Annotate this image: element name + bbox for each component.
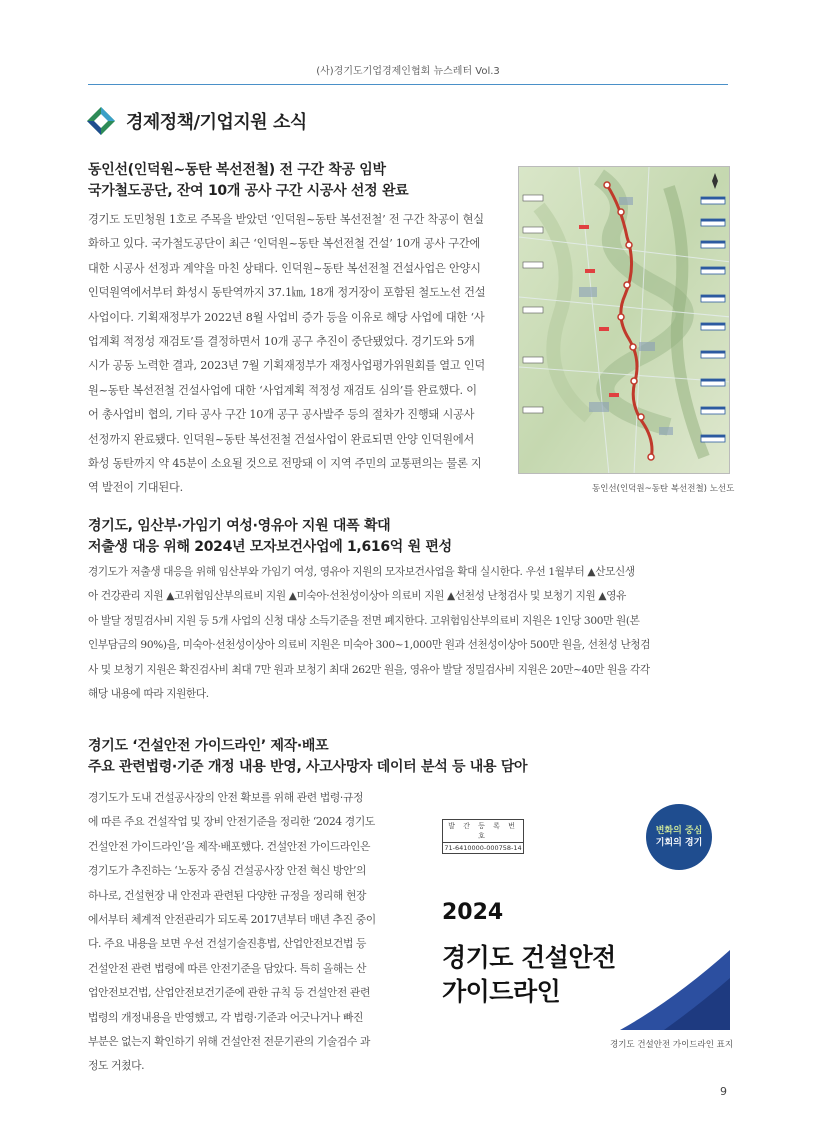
article-3-line: 에서부터 체계적 안전관리가 되도록 2017년부터 매년 추진 중이 xyxy=(88,913,376,927)
guideline-cover-image xyxy=(424,800,730,1030)
article-1-line: 화성 동탄까지 약 45분이 소요될 것으로 전망돼 이 지역 주민의 교통편의는 물론 지 xyxy=(88,457,482,471)
article-2-title-line2: 저출생 대응 위해 2024년 모자보건사업에 1,616억 원 편성 xyxy=(88,539,452,555)
article-1-line: 경기도 도민청원 1호로 주목을 받았던 ‘인덕원~동탄 복선전철’ 전 구간 착공이 현실 xyxy=(88,213,484,226)
article-2-line: 사 및 보청기 지원은 확진검사비 최대 7만 원과 보청기 최대 262만 원을, 영유아 발달 정밀검사비 지원은 20만~40만 원을 각각 xyxy=(88,663,650,676)
article-3-line: 경기도가 추진하는 ‘노동자 중심 건설공사장 안전 혁신 방안’의 xyxy=(88,864,367,878)
article-2-body xyxy=(88,560,730,706)
article-3-line: 하나로, 건설현장 내 안전과 관련된 다양한 규정을 정리해 현장 xyxy=(88,888,367,902)
article-3-body xyxy=(88,786,412,1079)
registration-label: 발 간 등 록 번 호 xyxy=(443,820,523,843)
article-1-title-line1: 동인선(인덕원~동탄 복선전철) 전 구간 착공 임박 xyxy=(88,162,386,178)
diamond-logo-icon xyxy=(86,106,116,136)
article-1-body xyxy=(88,208,513,501)
article-3-title xyxy=(88,736,527,778)
cover-title-line1: 경기도 건설안전 xyxy=(442,943,616,972)
route-map-caption: 동인선(인덕원~동탄 복선전철) 노선도 xyxy=(592,484,735,494)
article-1-line: 업계획 적정성 재검토’를 결정하면서 10개 공구 추진이 중단됐었다. 경기도와 5개 xyxy=(88,335,475,349)
article-1-line: 선정까지 완료됐다. 인덕원~동탄 복선전철 건설사업이 완료되면 안양 인덕원에서 xyxy=(88,432,475,446)
route-map-image xyxy=(518,166,730,474)
newsletter-header: (사)경기도기업경제인협회 뉴스레터 Vol.3 xyxy=(316,66,500,77)
article-3-title-line1: 경기도 ‘건설안전 가이드라인’ 제작·배포 xyxy=(88,738,329,754)
article-1-line: 사업이다. 기획재정부가 2022년 8월 사업비 증가 등을 이유로 해당 사업에 대한 ‘사 xyxy=(88,310,485,324)
article-3-line: 경기도가 도내 건설공사장의 안전 확보를 위해 관련 법령·규정 xyxy=(88,791,363,804)
article-3-line: 법령의 개정내용을 반영했고, 각 법령·기준과 어긋나거나 빠진 xyxy=(88,1010,363,1024)
article-1-line: 대한 시공사 선정과 계약을 마친 상태다. 인덕원~동탄 복선전철 건설사업은 안양시 xyxy=(88,261,481,275)
article-1-title xyxy=(88,160,408,202)
guideline-cover-caption: 경기도 건설안전 가이드라인 표지 xyxy=(610,1040,734,1050)
article-3-line: 에 따른 주요 건설작업 및 장비 안전기준을 정리한 ‘2024 경기도 xyxy=(88,815,375,829)
section-title: 경제정책/기업지원 소식 xyxy=(126,112,307,133)
cover-swoosh-graphic xyxy=(424,800,730,1030)
article-3-line: 업안전보건법, 산업안전보건기준에 관한 규칙 등 건설안전 관련 xyxy=(88,986,370,1000)
article-2-line: 경기도가 저출생 대응을 위해 임산부와 가임기 여성, 영유아 지원의 모자보건사업을 확대 실시한다. 우선 1월부터 ▲산모신생 xyxy=(88,566,635,578)
article-2-title xyxy=(88,516,452,558)
article-1-line: 역 발전이 기대된다. xyxy=(88,481,183,495)
badge-line-1: 변화의 중심 xyxy=(655,826,703,836)
article-2-line: 인부담금의 90%)을, 미숙아·선천성이상아 의료비 지원은 미숙아 300~1,000만 원과 선천성이상아 500만 원을, 선천성 난청검 xyxy=(88,639,651,652)
article-1-line: 화하고 있다. 국가철도공단이 최근 ‘인덕원~동탄 복선전철 건설’ 10개 공사 구간에 xyxy=(88,237,481,251)
article-1-line: 인덕원역에서부터 화성시 동탄역까지 37.1㎞, 18개 정거장이 포함된 철도노선 건설 xyxy=(88,286,486,300)
article-3-line: 부분은 없는지 확인하기 위해 건설안전 전문기관의 기술검수 과 xyxy=(88,1035,370,1049)
article-3-line: 건설안전 가이드라인’을 제작·배포했다. 건설안전 가이드라인은 xyxy=(88,839,370,853)
article-2-line: 아 건강관리 지원 ▲고위험임산부의료비 지원 ▲미숙아·선천성이상아 의료비 지원 ▲선천성 난청검사 및 보청기 지원 ▲영유 xyxy=(88,590,626,603)
article-1-title-line2: 국가철도공단, 잔여 10개 공사 구간 시공사 선정 완료 xyxy=(88,183,409,199)
article-1-line: 원~동탄 복선전철 건설사업에 대한 ‘사업계획 적정성 재검토 심의’를 완료했다. 이 xyxy=(88,383,477,397)
header-divider xyxy=(88,84,728,85)
cover-title-line2: 가이드라인 xyxy=(442,977,561,1006)
article-1-line: 어 총사업비 협의, 기타 공사 구간 10개 공구 공사발주 등의 절차가 진행돼 시공사 xyxy=(88,408,475,422)
page-number: 9 xyxy=(720,1085,727,1098)
article-2-title-line1: 경기도, 임산부·가임기 여성·영유아 지원 대폭 확대 xyxy=(88,518,391,534)
article-3-line: 정도 거쳤다. xyxy=(88,1059,145,1073)
article-3-line: 다. 주요 내용을 보면 우선 건설기술진흥법, 산업안전보건법 등 xyxy=(88,937,367,951)
article-2-line: 해당 내용에 따라 지원한다. xyxy=(88,688,209,701)
route-map-graphic xyxy=(519,167,730,474)
article-3-line: 건설안전 관련 법령에 따른 안전기준을 담았다. 특히 올해는 산 xyxy=(88,961,367,975)
article-3-title-line2: 주요 관련법령·기준 개정 내용 반영, 사고사망자 데이터 분석 등 내용 담아 xyxy=(88,759,528,775)
badge-line-2: 기회의 경기 xyxy=(655,838,703,848)
section-heading xyxy=(86,106,307,136)
article-1-line: 시가 공동 노력한 결과, 2023년 7월 기획재정부가 재정사업평가위원회를 열고 인덕 xyxy=(88,359,485,373)
article-2-line: 아 발달 정밀검사비 지원 등 5개 사업의 신청 대상 소득기준을 전면 폐지한다. 고위험임산부의료비 지원은 1인당 300만 원(본 xyxy=(88,614,640,627)
registration-number: 71-6410000-000758-14 xyxy=(444,844,522,852)
cover-year: 2024 xyxy=(442,900,504,925)
